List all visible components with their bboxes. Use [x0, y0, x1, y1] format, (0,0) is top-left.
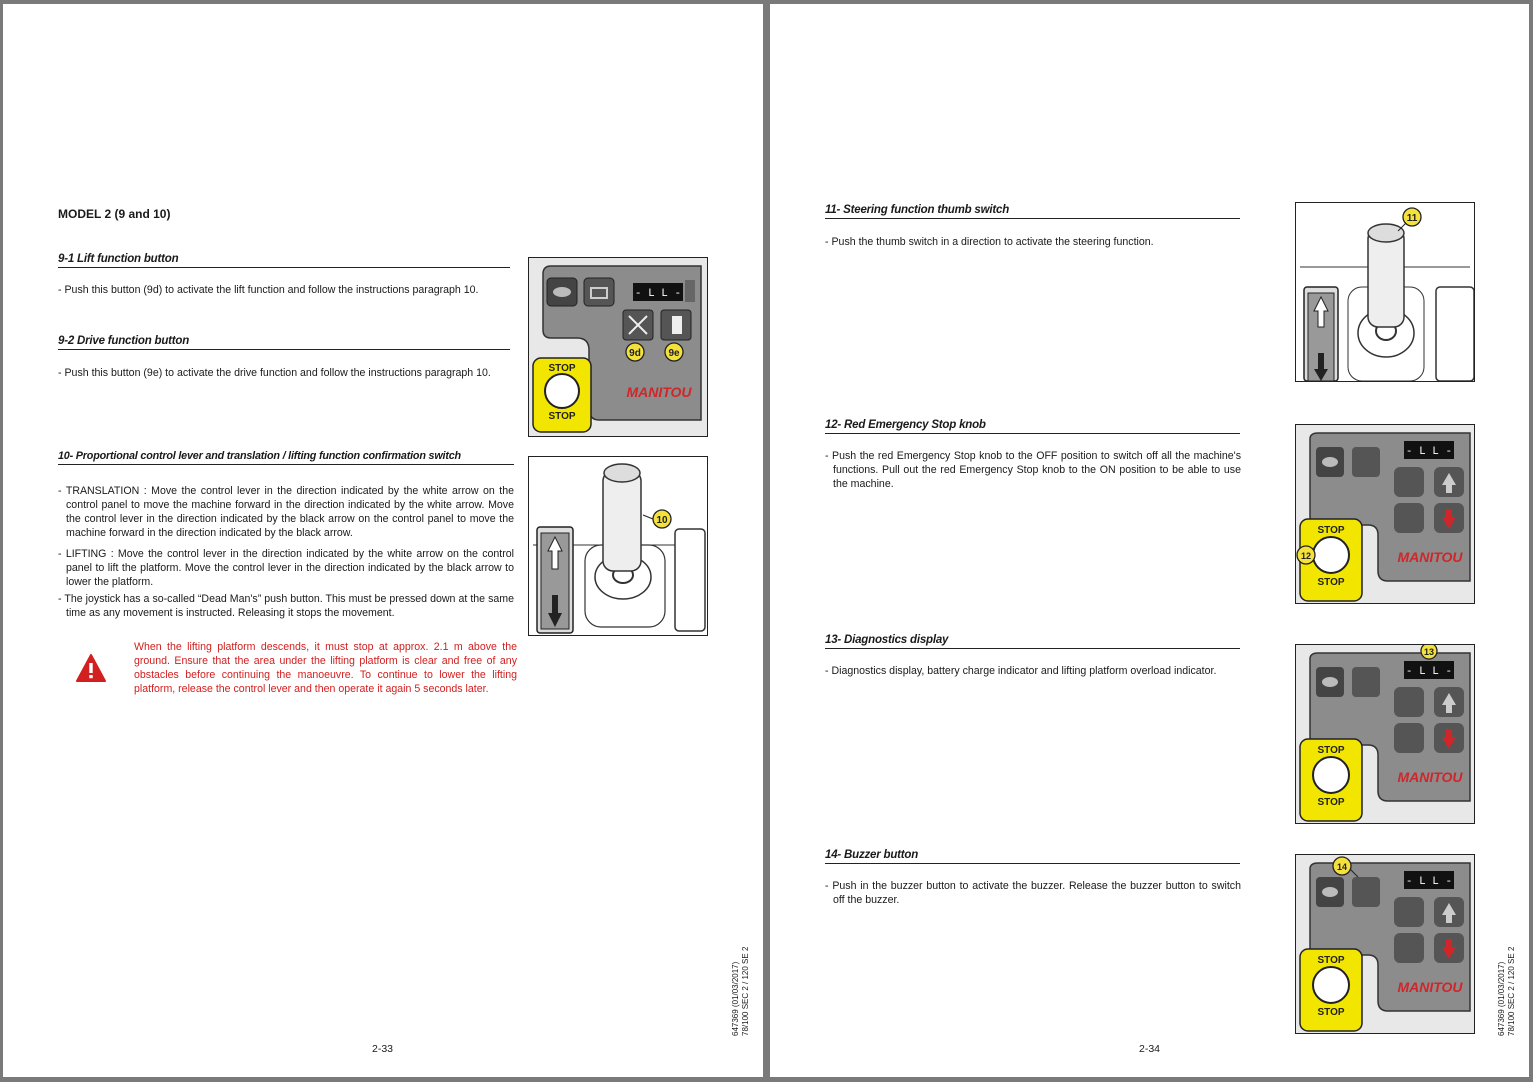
- document-reference: [1497, 947, 1517, 1036]
- page-left: [3, 4, 763, 1077]
- stop-label-top: STOP: [1317, 955, 1345, 966]
- doc-ref-date: 647369 (01/03/2017): [731, 961, 740, 1036]
- diagnostic-readout: - L L -: [1405, 666, 1453, 678]
- stop-label-top: STOP: [1317, 525, 1345, 536]
- section-text: Push in the buzzer button to activate the buzzer. Release the buzzer button to switch off the buzzer.: [832, 880, 1241, 906]
- stop-label-top: STOP: [548, 363, 576, 374]
- list-item: TRANSLATION : Move the control lever in the direction indicated by the white arrow on the control panel to move the machine forward in the direction indicated by the white arrow. Move the control lever in the direction indicated by the black arrow on the control panel to move the machine forward in the direction indicated by the black arrow.: [65, 485, 515, 539]
- section-text: Push this button (9d) to activate the lift function and follow the instructions paragraph 10.: [64, 284, 479, 296]
- stop-label-bottom: STOP: [1317, 797, 1345, 808]
- list-item: The joystick has a so-called “Dead Man's” push button. This must be pressed down at the same time as any movement is instructed. Releasing it stops the movement.: [64, 593, 514, 619]
- manitou-logo: MANITOU: [1397, 979, 1463, 995]
- diagnostic-readout: - L L -: [1405, 446, 1453, 458]
- stop-label-bottom: STOP: [1317, 577, 1345, 588]
- section-body-9-2: - Push this button (9e) to activate the drive function and follow the instructions paragraph 10.: [58, 367, 491, 379]
- callout-9d: 9d: [629, 348, 641, 359]
- model-heading: MODEL 2 (9 and 10): [58, 207, 171, 221]
- manitou-logo: MANITOU: [1397, 549, 1463, 565]
- warning-icon: [75, 653, 107, 683]
- callout-14: 14: [1336, 862, 1348, 872]
- page-number: 2-34: [1139, 1043, 1161, 1055]
- stop-label-top: STOP: [1317, 745, 1345, 756]
- document-reference: [731, 947, 751, 1036]
- section-body-14: - Push in the buzzer button to activate the buzzer. Release the buzzer button to switch off the buzzer.: [825, 880, 1241, 906]
- stop-label-bottom: STOP: [548, 411, 576, 422]
- list-item: LIFTING : Move the control lever in the direction indicated by the white arrow on the control panel to lift the platform. Move the control lever in the direction indicated by the black arrow to lower the platform.: [65, 548, 514, 588]
- section-body-9-1: - Push this button (9d) to activate the lift function and follow the instructions paragraph 10.: [58, 284, 479, 296]
- page-right: [770, 4, 1529, 1077]
- section-title-9-1: 9-1 Lift function button: [58, 253, 510, 268]
- manitou-logo: MANITOU: [1397, 769, 1463, 785]
- figure-steering-11: [1295, 202, 1475, 382]
- page-number: 2-33: [372, 1043, 394, 1055]
- section-text: Push the thumb switch in a direction to activate the steering function.: [831, 236, 1154, 248]
- section-text: Push the red Emergency Stop knob to the OFF position to switch off all the machine's functions. Pull out the red Emergency Stop knob to the ON position to be able to use the machine.: [832, 450, 1241, 490]
- section-title-13: 13- Diagnostics display: [825, 634, 1240, 649]
- section-title-11: 11- Steering function thumb switch: [825, 204, 1240, 219]
- section-title-14: 14- Buzzer button: [825, 849, 1240, 864]
- manitou-logo: MANITOU: [626, 384, 692, 400]
- figure-joystick-10: [528, 456, 708, 636]
- callout-12: 12: [1300, 551, 1312, 561]
- diagnostic-readout: - L L -: [1405, 876, 1453, 888]
- doc-ref-date: 647369 (01/03/2017): [1497, 961, 1506, 1036]
- callout-10: 10: [656, 515, 668, 526]
- callout-11: 11: [1406, 213, 1418, 224]
- section-title-9-2: 9-2 Drive function button: [58, 335, 510, 350]
- section-body-10: - TRANSLATION : Move the control lever in the direction indicated by the white arrow on the control panel to move the machine forward in the direction indicated by the white arrow. Move the control lever in the direction indicated by the black arrow on the control panel to move the machine forward in the direction indicated by the black arrow. - LIFTING : Move the control lever in the direction indicated by the white arrow on the control panel to lift the platform. Move the control lever in the direction indicated by the black arrow to lower the platform. - The joystick has a so-called “Dead Man's” push button. This must be pressed down at the same time as any movement is instructed. Releasing it stops the movement.: [58, 485, 515, 619]
- section-text: Push this button (9e) to activate the drive function and follow the instructions paragraph 10.: [64, 367, 491, 379]
- figure-buzzer-14: [1295, 854, 1475, 1034]
- stop-label-bottom: STOP: [1317, 1007, 1345, 1018]
- section-body-11: - Push the thumb switch in a direction to activate the steering function.: [825, 236, 1154, 248]
- callout-9e: 9e: [668, 348, 680, 359]
- section-title-10: 10- Proportional control lever and translation / lifting function confirmation switch: [58, 450, 514, 465]
- callout-13: 13: [1423, 647, 1435, 657]
- section-body-12: - Push the red Emergency Stop knob to the OFF position to switch off all the machine's functions. Pull out the red Emergency Stop knob to the ON position to be able to use the machine.: [825, 450, 1241, 490]
- figure-stop-knob-12: [1295, 424, 1475, 604]
- figure-diagnostics-13: [1295, 644, 1475, 824]
- section-body-13: - Diagnostics display, battery charge indicator and lifting platform overload indicator.: [825, 665, 1217, 677]
- warning-text: When the lifting platform descends, it must stop at approx. 2.1 m above the ground. Ensure that the area under the lifting platform is clear and free of any obstacles before continuing the manoeuvre. To continue to lower the lifting platform, release the control lever and then operate it again 5 seconds later.: [134, 641, 517, 695]
- doc-ref-model: 78/100 SEC 2 / 120 SE 2: [1507, 946, 1516, 1036]
- doc-ref-model: 78/100 SEC 2 / 120 SE 2: [741, 946, 750, 1036]
- figure-control-panel-9: [528, 257, 708, 437]
- diagnostic-readout: - L L -: [634, 288, 682, 300]
- section-text: Diagnostics display, battery charge indicator and lifting platform overload indicator.: [831, 665, 1217, 677]
- section-title-12: 12- Red Emergency Stop knob: [825, 419, 1240, 434]
